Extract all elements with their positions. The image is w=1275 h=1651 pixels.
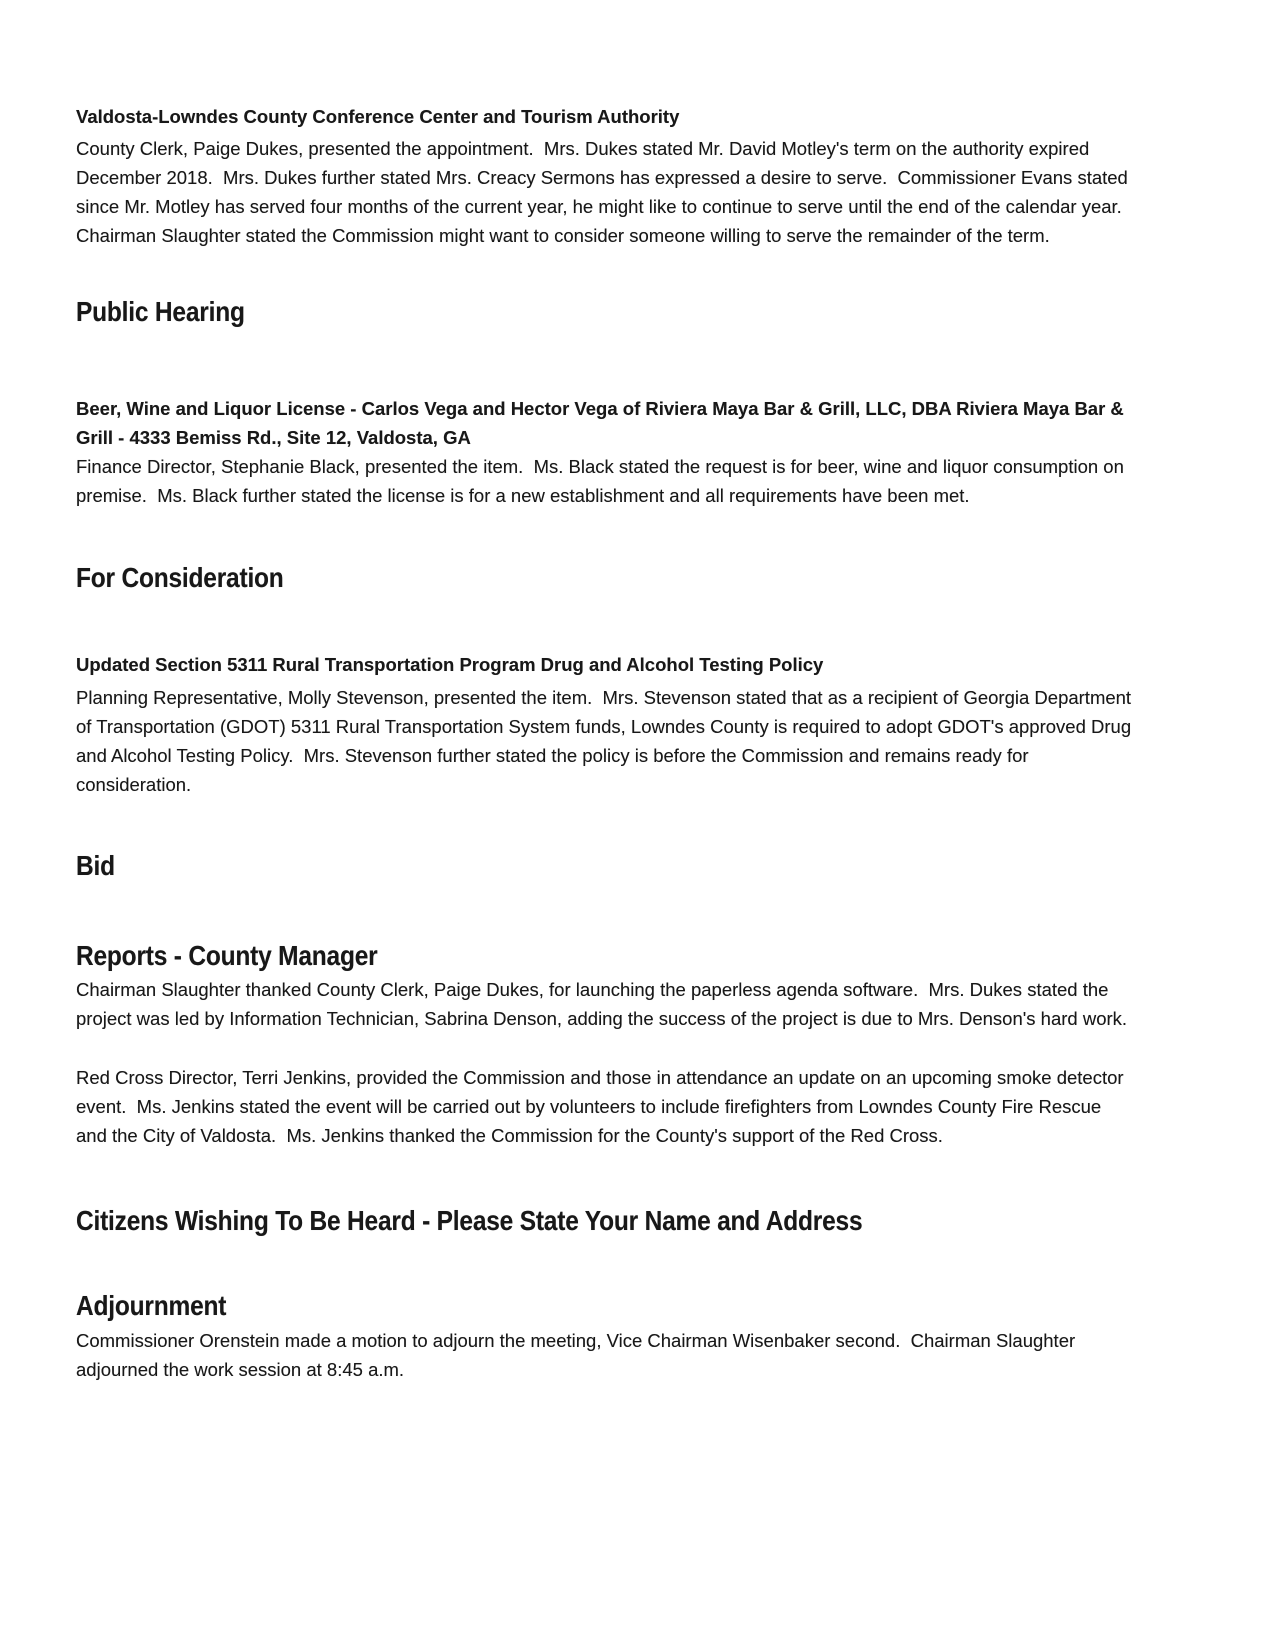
section-heading-adjournment: Adjournment bbox=[76, 1291, 227, 1322]
agenda-item-heading-section-5311-policy: Updated Section 5311 Rural Transportation Program Drug and Alcohol Testing Policy bbox=[76, 654, 824, 675]
paragraph-liquor-license: Finance Director, Stephanie Black, presented the item. Ms. Black stated the request is for beer, wine and liquor consumption on premise. Ms. Black further stated the license is for a new establishment and all requirements have been met. bbox=[76, 456, 1130, 506]
section-heading-public-hearing: Public Hearing bbox=[76, 297, 245, 328]
section-heading-bid: Bid bbox=[76, 851, 115, 882]
agenda-item-heading-liquor-license: Beer, Wine and Liquor License - Carlos Vega and Hector Vega of Riviera Maya Bar & Grill, LLC, DBA Riviera Maya Bar & Grill - 4333 Bemiss Rd., Site 12, Valdosta, GA bbox=[76, 398, 1129, 448]
paragraph-adjournment: Commissioner Orenstein made a motion to adjourn the meeting, Vice Chairman Wisenbaker second. Chairman Slaughter adjourned the work session at 8:45 a.m. bbox=[76, 1330, 1081, 1380]
paragraph-tourism-authority: County Clerk, Paige Dukes, presented the appointment. Mrs. Dukes stated Mr. David Motley's term on the authority expired December 2018. Mrs. Dukes further stated Mrs. Creacy Sermons has expressed a desire to serve. Commissioner Evans stated since Mr. Motley has served four months of the current year, he might like to continue to serve until the end of the calendar year. Chairman Slaughter stated the Commission might want to consider someone willing to serve the remainder of the term. bbox=[76, 138, 1133, 246]
section-heading-for-consideration: For Consideration bbox=[76, 563, 284, 594]
paragraph-paperless-agenda: Chairman Slaughter thanked County Clerk, Paige Dukes, for launching the paperless agenda software. Mrs. Dukes stated the project was led by Information Technician, Sabrina Denson, adding the success of the project is due to Mrs. Denson's hard work. bbox=[76, 979, 1128, 1029]
section-heading-citizens-wishing-to-be-heard: Citizens Wishing To Be Heard - Please State Your Name and Address bbox=[76, 1206, 863, 1237]
paragraph-section-5311-policy: Planning Representative, Molly Stevenson, presented the item. Mrs. Stevenson stated that as a recipient of Georgia Department of Transportation (GDOT) 5311 Rural Transportation System funds, Lowndes County is required to adopt GDOT's approved Drug and Alcohol Testing Policy. Mrs. Stevenson further stated the policy is before the Commission and remains ready for consideration. bbox=[76, 687, 1137, 795]
section-heading-reports-county-manager: Reports - County Manager bbox=[76, 941, 378, 972]
agenda-item-heading-tourism-authority: Valdosta-Lowndes County Conference Center and Tourism Authority bbox=[76, 106, 680, 127]
paragraph-red-cross-update: Red Cross Director, Terri Jenkins, provided the Commission and those in attendance an update on an upcoming smoke detector event. Ms. Jenkins stated the event will be carried out by volunteers to include firefighters from Lowndes County Fire Rescue and the City of Valdosta. Ms. Jenkins thanked the Commission for the County's support of the Red Cross. bbox=[76, 1067, 1129, 1146]
